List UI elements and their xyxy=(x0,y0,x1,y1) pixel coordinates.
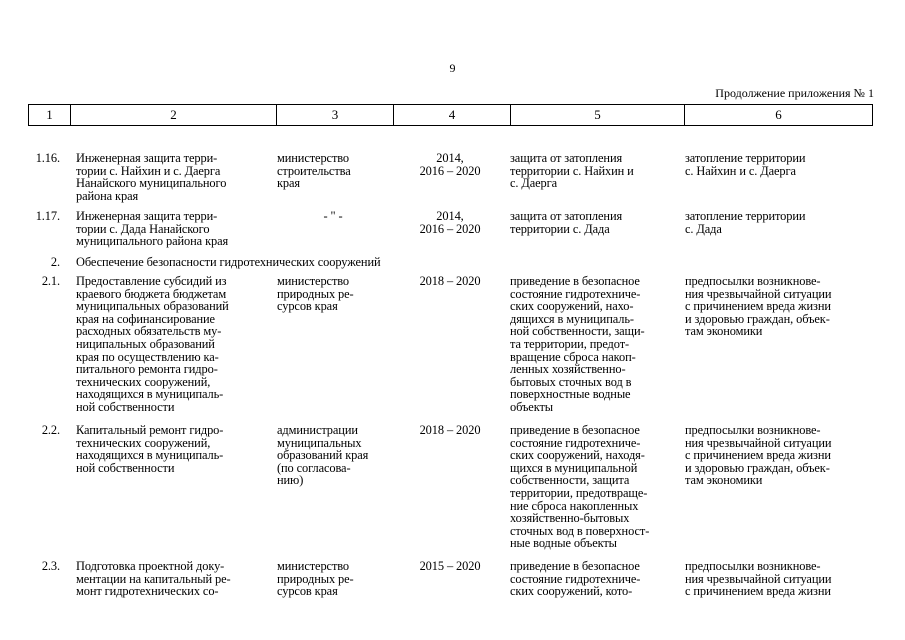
expected-result: приведение в безопасное состояние гидротехниче- ских сооружений, находя- щихся в муниципальной собственности, защита территории, предотвраще- ние сброса накопленных хозяйственно-бытовых сточных вод в поверхност- ные водные объекты xyxy=(510,423,650,551)
expected-result: защита от затопления территории с. Дада xyxy=(510,209,623,236)
risk-consequence: затопление территории с. Найхин и с. Даерга xyxy=(685,151,806,178)
header-col-2: 2 xyxy=(170,107,177,122)
years: 2014, 2016 – 2020 xyxy=(419,209,481,236)
measure-name: Предоставление субсидий из краевого бюджета бюджетам муниципальных образований края на софинансирование расходных обязательств му- ниципальных образований края по осуществлению ка- питального ремонта гидро- технических сооружений, находящихся в муниципаль- ной собственности xyxy=(76,274,229,414)
years: 2018 – 2020 xyxy=(419,274,481,288)
table-header xyxy=(28,104,873,126)
row-number: 2.2. xyxy=(41,423,60,437)
executor: администрации муниципальных образований края (по согласова- нию) xyxy=(277,423,369,488)
executor: министерство природных ре- сурсов края xyxy=(277,274,354,314)
measure-name: Капитальный ремонт гидро- технических сооружений, находящихся в муниципаль- ной собственности xyxy=(76,423,224,475)
section-title: Обеспечение безопасности гидротехнических сооружений xyxy=(76,255,381,269)
years: 2018 – 2020 xyxy=(419,423,481,437)
years: 2014, 2016 – 2020 xyxy=(419,151,481,178)
risk-consequence: предпосылки возникнове- ния чрезвычайной ситуации с причинением вреда жизни xyxy=(685,559,832,599)
header-col-6: 6 xyxy=(775,107,782,122)
executor: министерство строительства края xyxy=(277,151,351,191)
measure-name: Инженерная защита терри- тории с. Дада Нанайского муниципального района края xyxy=(76,209,229,249)
risk-consequence: предпосылки возникнове- ния чрезвычайной ситуации с причинением вреда жизни и здоровью граждан, объек- там экономики xyxy=(685,274,832,339)
risk-consequence: предпосылки возникнове- ния чрезвычайной ситуации с причинением вреда жизни и здоровью граждан, объек- там экономики xyxy=(685,423,832,488)
section-number: 2. xyxy=(50,255,60,269)
row-number: 1.16. xyxy=(35,151,60,165)
executor: министерство природных ре- сурсов края xyxy=(277,559,354,599)
years: 2015 – 2020 xyxy=(419,559,481,573)
measure-name: Инженерная защита терри- тории с. Найхин и с. Даерга Нанайского муниципального района края xyxy=(76,151,227,203)
row-number: 1.17. xyxy=(35,209,60,223)
expected-result: приведение в безопасное состояние гидротехниче- ских сооружений, нахо- дящихся в муниципаль- ной собственности, защи- та территории, предот- вращение сброса накоп- ленных хозяйственно- бытовых сточных вод в поверхностные водные объекты xyxy=(510,274,645,414)
measure-name: Подготовка проектной доку- ментации на капитальный ре- монт гидротехнических со- xyxy=(76,559,231,599)
page-number: 9 xyxy=(449,61,456,75)
executor: - " - xyxy=(323,209,343,223)
continuation-note: Продолжение приложения № 1 xyxy=(715,86,874,100)
header-col-3: 3 xyxy=(331,107,339,122)
risk-consequence: затопление территории с. Дада xyxy=(685,209,806,236)
row-number: 2.3. xyxy=(41,559,60,573)
header-col-1: 1 xyxy=(46,107,53,122)
row-number: 2.1. xyxy=(41,274,60,288)
expected-result: защита от затопления территории с. Найхин и с. Даерга xyxy=(510,151,634,191)
header-col-4: 4 xyxy=(448,107,456,122)
expected-result: приведение в безопасное состояние гидротехниче- ских сооружений, кото- xyxy=(510,559,641,599)
header-col-5: 5 xyxy=(594,107,601,122)
